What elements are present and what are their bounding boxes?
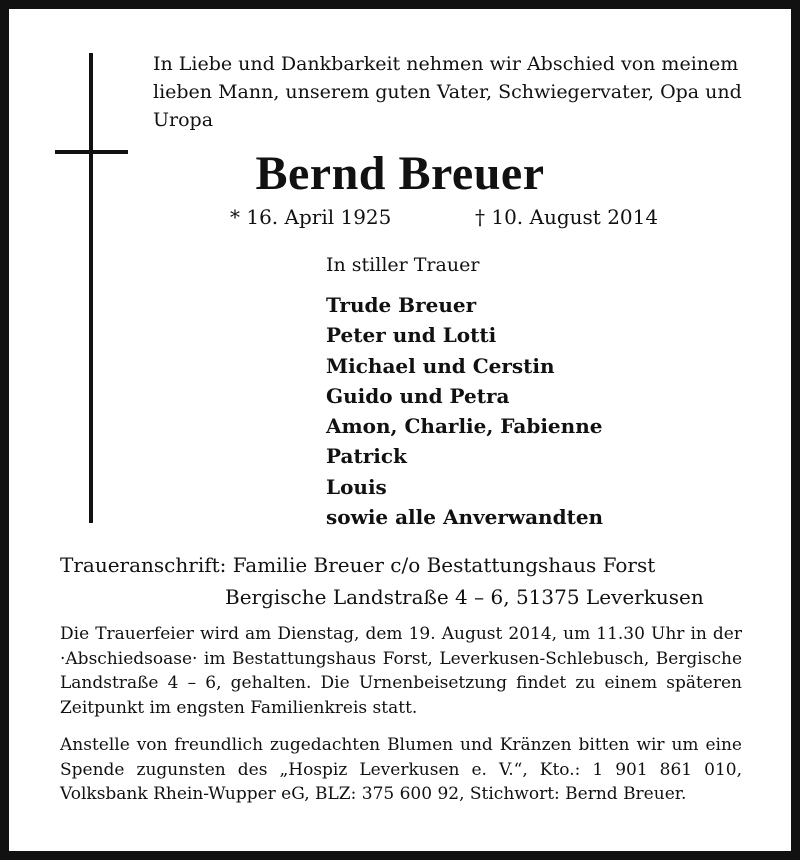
mourner-name: Louis [326, 474, 387, 499]
funeral-service-text: Die Trauerfeier wird am Dienstag, dem 19. August 2014, um 11.30 Uhr in der ·Abschiedsoase· im Bestattungshaus Forst, Leverkusen-Schlebusch, Bergische Landstraße 4 – 6, gehalten. Die Urnenbeisetzung findet zu einem späteren Zeitpunkt im engsten Familienkreis statt. [60, 624, 742, 718]
donation-request-text: Anstelle von freundlich zugedachten Blumen und Kränzen bitten wir um eine Spende zugunsten des „Hospiz Leverkusen e. V.“, Kto.: 1 901 861 010, Volksbank Rhein-Wupper eG, BLZ: 375 600 92, Stichwort: Bernd Breuer. [60, 735, 742, 804]
mourner-name: Patrick [326, 444, 407, 469]
mourner-name: Trude Breuer [326, 293, 477, 317]
mourner-name: Peter und Lotti [326, 323, 497, 348]
mourning-intro: In stiller Trauer [326, 254, 480, 276]
mourner-name: Michael und Cerstin [326, 353, 555, 378]
mourner-name: Guido und Petra [326, 383, 510, 408]
intro-text: In Liebe und Dankbarkeit nehmen wir Abschied von meinem lieben Mann, unserem guten Vater, Schwiegervater, Opa und Uropa [153, 53, 742, 131]
mourners-list [326, 290, 603, 532]
mourner-name: Amon, Charlie, Fabienne [326, 414, 603, 439]
mourning-address-line-1: Traueranschrift: Familie Breuer c/o Bestattungshaus Forst [60, 553, 656, 577]
death-date: † 10. August 2014 [475, 205, 659, 229]
deceased-name: Bernd Breuer [255, 147, 545, 200]
cross-icon-vertical-bar [89, 53, 93, 523]
mourner-name: sowie alle Anverwandten [326, 505, 604, 530]
mourning-address-line-2: Bergische Landstraße 4 – 6, 51375 Leverkusen [225, 585, 704, 609]
birth-date: * 16. April 1925 [230, 205, 392, 229]
